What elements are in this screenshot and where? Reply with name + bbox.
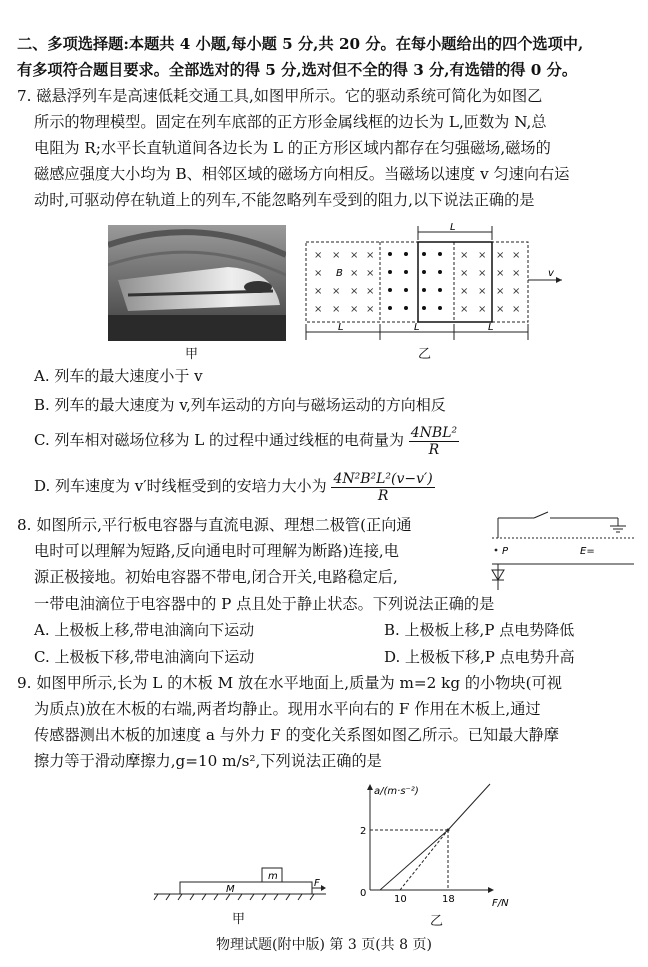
svg-text:×: × xyxy=(496,286,505,297)
q7-line-4: 磁感应强度大小均为 B、相邻区域的磁场方向相反。当磁场以速度 v 匀速向右运 xyxy=(34,165,570,183)
svg-text:×: × xyxy=(460,268,469,279)
q9-line-3: 传感器测出木板的加速度 a 与外力 F 的变化关系图如图乙所示。已知最大静摩 xyxy=(34,726,559,744)
q7-fig-L-top: L xyxy=(450,222,456,233)
q7-option-a: A. 列车的最大速度小于 v xyxy=(34,367,203,385)
board-block-diagram xyxy=(150,860,330,906)
q9-fig-F: F xyxy=(314,878,320,889)
q9-graph-xlabel: F/N xyxy=(492,898,509,909)
q7-option-d-num: 4N²B²L²(v−v′) xyxy=(333,470,433,487)
q7-fig-L-1: L xyxy=(338,322,344,333)
magnetic-field-diagram xyxy=(300,220,570,342)
q8-option-b: B. 上极板上移,P 点电势降低 xyxy=(384,621,575,639)
q9-graph-tick-x2: 18 xyxy=(442,894,455,905)
q7-line-5: 动时,可驱动停在轨道上的列车,不能忽略列车受到的阻力,以下说法正确的是 xyxy=(34,191,535,209)
svg-text:×: × xyxy=(496,250,505,261)
q7-fig-B: B xyxy=(336,268,343,279)
svg-text:×: × xyxy=(350,304,359,315)
q8-line-4: 一带电油滴位于电容器中的 P 点且处于静止状态。下列说法正确的是 xyxy=(34,595,495,613)
q7-fig-v: v xyxy=(548,268,554,279)
q7-option-c-text: C. 列车相对磁场位移为 L 的过程中通过线框的电荷量为 xyxy=(34,431,404,449)
svg-text:×: × xyxy=(314,268,323,279)
section-header-line1: 二、多项选择题:本题共 4 小题,每小题 5 分,共 20 分。在每小题给出的四个选项中, xyxy=(17,35,584,53)
svg-text:×: × xyxy=(460,250,469,261)
svg-text:×: × xyxy=(460,304,469,315)
svg-text:×: × xyxy=(478,268,487,279)
svg-text:×: × xyxy=(350,268,359,279)
svg-text:×: × xyxy=(512,304,521,315)
svg-text:×: × xyxy=(350,250,359,261)
svg-text:×: × xyxy=(350,286,359,297)
q7-option-d xyxy=(34,466,435,506)
q7-fig-label-left: 甲 xyxy=(185,347,199,362)
q8-fig-P: P xyxy=(502,546,509,557)
q9-fig-label-right: 乙 xyxy=(430,914,444,929)
q7-option-c-den: R xyxy=(428,441,440,458)
svg-text:×: × xyxy=(314,286,323,297)
q8-option-d: D. 上极板下移,P 点电势升高 xyxy=(384,648,575,666)
q9-fig-m: m xyxy=(268,871,278,882)
q8-line-1: 8. 如图所示,平行板电容器与直流电源、理想二极管(正向通 xyxy=(17,516,412,534)
q7-option-d-den: R xyxy=(377,487,389,504)
q8-line-2: 电时可以理解为短路,反向通电时可理解为断路)连接,电 xyxy=(34,542,399,560)
svg-text:×: × xyxy=(314,304,323,315)
svg-text:×: × xyxy=(366,286,375,297)
maglev-train-photo xyxy=(108,225,286,341)
svg-text:×: × xyxy=(478,304,487,315)
q9-graph-tick-x1: 10 xyxy=(394,894,407,905)
q7-option-d-text: D. 列车速度为 v′时线框受到的安培力大小为 xyxy=(34,477,327,495)
svg-text:×: × xyxy=(512,250,521,261)
svg-text:×: × xyxy=(512,268,521,279)
svg-text:×: × xyxy=(460,286,469,297)
svg-text:×: × xyxy=(332,286,341,297)
q7-fig-L-3: L xyxy=(488,322,494,333)
q8-fig-E: E= xyxy=(580,546,595,557)
svg-text:×: × xyxy=(314,250,323,261)
q8-line-3: 源正极接地。初始电容器不带电,闭合开关,电路稳定后, xyxy=(34,568,398,586)
q7-line-2: 所示的物理模型。固定在列车底部的正方形金属线框的边长为 L,匝数为 N,总 xyxy=(34,113,547,131)
q7-option-b: B. 列车的最大速度为 v,列车运动的方向与磁场运动的方向相反 xyxy=(34,396,446,414)
q9-graph-tick-y: 2 xyxy=(360,826,367,837)
svg-text:×: × xyxy=(512,286,521,297)
q9-line-1: 9. 如图甲所示,长为 L 的木板 M 放在水平地面上,质量为 m=2 kg 的小物块(可视 xyxy=(17,674,562,692)
svg-text:×: × xyxy=(366,268,375,279)
q7-option-d-fraction xyxy=(331,471,434,504)
q7-line-3: 电阻为 R;水平长直轨道间各边长为 L 的正方形区域内都存在匀强磁场,磁场的 xyxy=(34,139,551,157)
svg-text:×: × xyxy=(496,304,505,315)
q9-line-4: 擦力等于滑动摩擦力,g=10 m/s²,下列说法正确的是 xyxy=(34,752,382,770)
q7-fig-L-2: L xyxy=(414,322,420,333)
q7-option-c xyxy=(34,420,459,460)
q9-fig-label-left: 甲 xyxy=(232,912,246,927)
q9-graph-ylabel: a/(m·s⁻²) xyxy=(374,786,419,797)
q8-option-a: A. 上极板上移,带电油滴向下运动 xyxy=(34,621,255,639)
svg-text:×: × xyxy=(478,250,487,261)
svg-text:×: × xyxy=(366,304,375,315)
svg-text:×: × xyxy=(478,286,487,297)
svg-text:×: × xyxy=(496,268,505,279)
acceleration-force-graph xyxy=(340,780,520,910)
page-footer: 物理试题(附中版) 第 3 页(共 8 页) xyxy=(216,937,432,953)
svg-text:×: × xyxy=(366,250,375,261)
q7-line-1: 7. 磁悬浮列车是高速低耗交通工具,如图甲所示。它的驱动系统可简化为如图乙 xyxy=(17,87,543,105)
q7-option-c-fraction xyxy=(409,425,459,458)
q7-option-c-num: 4NBL² xyxy=(410,424,458,441)
q9-line-2: 为质点)放在木板的右端,两者均静止。现用水平向右的 F 作用在木板上,通过 xyxy=(34,700,541,718)
svg-text:×: × xyxy=(332,250,341,261)
capacitor-circuit-diagram xyxy=(484,508,644,590)
q7-fig-label-right: 乙 xyxy=(418,347,432,362)
q9-fig-M: M xyxy=(226,884,235,895)
q8-option-c: C. 上极板下移,带电油滴向下运动 xyxy=(34,648,255,666)
section-header-line2: 有多项符合题目要求。全部选对的得 5 分,选对但不全的得 3 分,有选错的得 0 分。 xyxy=(17,61,578,79)
svg-text:×: × xyxy=(332,304,341,315)
q9-graph-origin: 0 xyxy=(360,888,367,899)
